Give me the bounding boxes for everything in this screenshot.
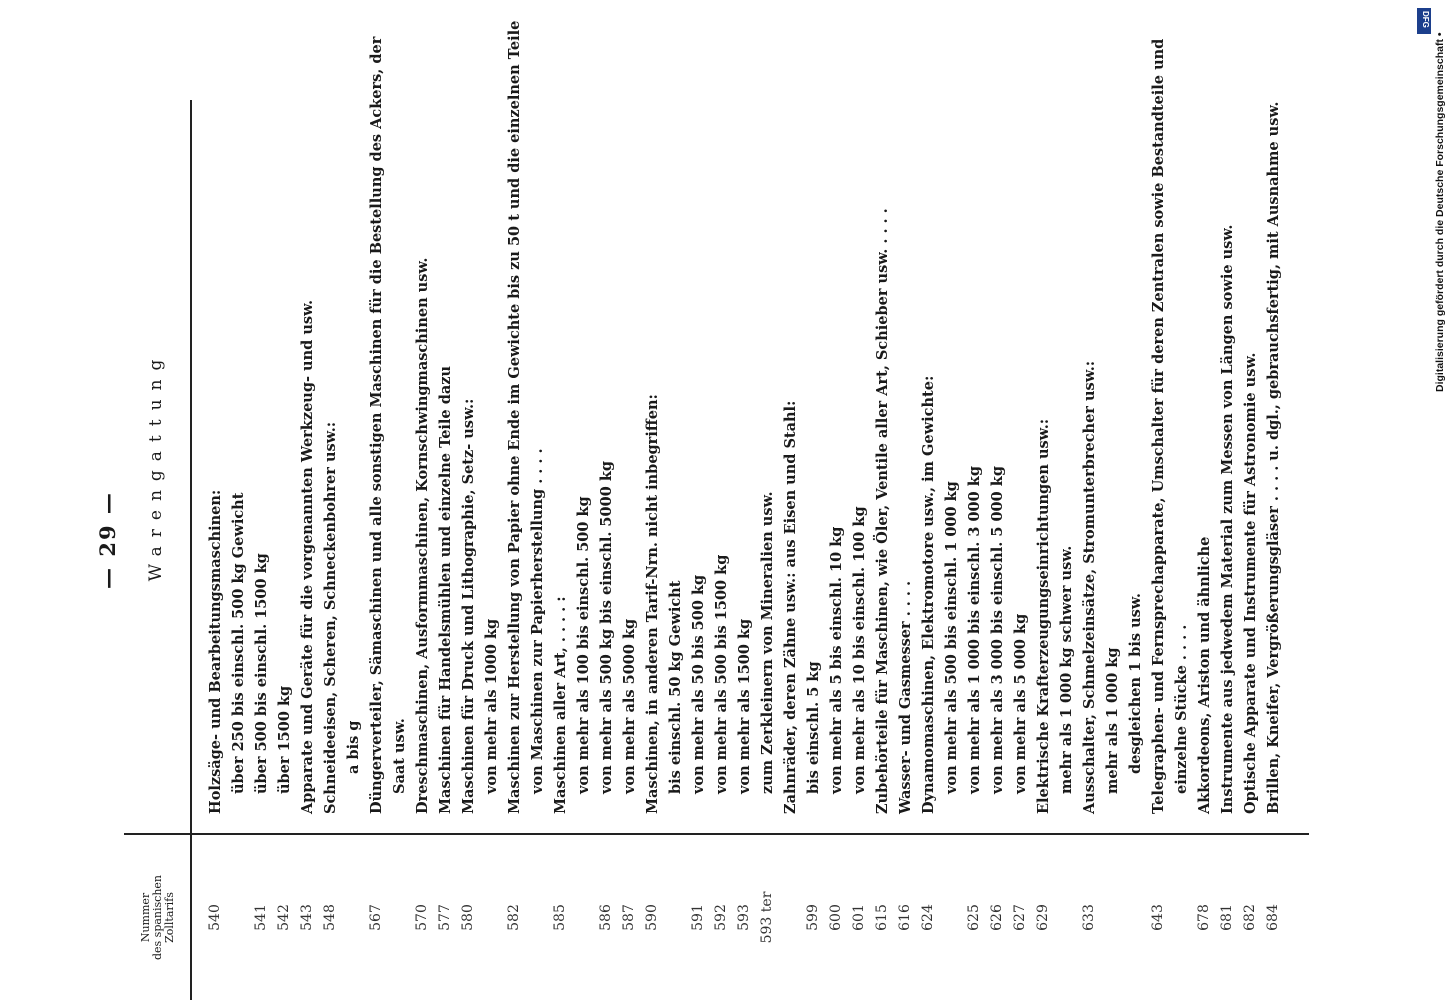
goods-description: Zubehörteile für Maschinen, wie Öler, Ventile aller Art, Schieber usw. . . . . bbox=[874, 208, 891, 814]
rotated-page bbox=[95, 20, 1340, 1000]
column-header-goods: Warengattung bbox=[146, 350, 166, 582]
goods-description: Maschinen für Druck und Lithographie, Setz- usw.: bbox=[460, 398, 477, 814]
tariff-number: 599 bbox=[805, 904, 821, 931]
table-row bbox=[848, 100, 871, 1000]
table-row bbox=[595, 100, 618, 1000]
goods-description: Telegraphen- und Fernsprechapparate, Umschalter für deren Zentralen sowie Bestandteile und bbox=[1150, 38, 1167, 814]
goods-description: von Maschinen zur Papierherstellung . . . . bbox=[529, 448, 546, 794]
tariff-number: 593 bbox=[736, 904, 752, 931]
table-row bbox=[733, 100, 756, 1000]
table-row bbox=[526, 100, 549, 1000]
goods-description: über 250 bis einschl. 500 kg Gewicht bbox=[230, 492, 247, 794]
goods-description: Zahnräder, deren Zähne usw.: aus Eisen und Stahl: bbox=[782, 400, 799, 814]
tariff-number: 587 bbox=[621, 904, 637, 931]
table-row bbox=[342, 100, 365, 1000]
table-row bbox=[388, 100, 411, 1000]
table-row bbox=[250, 100, 273, 1000]
goods-description: über 500 bis einschl. 1500 kg bbox=[253, 553, 270, 794]
table-row bbox=[1193, 100, 1216, 1000]
goods-description: von mehr als 500 bis einschl. 1 000 kg bbox=[943, 481, 960, 794]
goods-description: einzelne Stücke . . . . bbox=[1173, 624, 1190, 794]
table-row bbox=[1009, 100, 1032, 1000]
goods-description: zum Zerkleinern von Mineralien usw. bbox=[759, 491, 776, 794]
tariff-number: 591 bbox=[690, 904, 706, 931]
goods-description: von mehr als 1500 kg bbox=[736, 618, 753, 794]
table-row bbox=[1078, 100, 1101, 1000]
dfg-logo bbox=[1417, 8, 1431, 34]
table-row bbox=[894, 100, 917, 1000]
table-row bbox=[756, 100, 779, 1000]
table-row bbox=[1239, 100, 1262, 1000]
goods-description: Dynamomaschinen, Elektromotore usw., im Gewichte: bbox=[920, 375, 937, 814]
goods-description: Ausschalter, Schmelzeinsätze, Stromunterbrecher usw.: bbox=[1081, 360, 1098, 814]
goods-description: Wasser- und Gasmesser . . . . bbox=[897, 580, 914, 814]
table-row bbox=[687, 100, 710, 1000]
tariff-number: 593 ter bbox=[759, 891, 775, 944]
table-row bbox=[1170, 100, 1193, 1000]
goods-description: a bis g bbox=[345, 720, 362, 774]
tariff-table bbox=[204, 20, 1285, 1000]
table-row bbox=[411, 100, 434, 1000]
tariff-number: 600 bbox=[828, 904, 844, 931]
dfg-logo-text: DFG bbox=[1421, 11, 1430, 28]
credit-text: Digitalisierung gefördert durch die Deutsche Forschungsgemeinschaft • bbox=[1434, 32, 1446, 392]
table-row bbox=[779, 100, 802, 1000]
tariff-number: 577 bbox=[437, 904, 453, 931]
table-row bbox=[549, 100, 572, 1000]
goods-description: Schneideeisen, Scheren, Schneckenbohrer usw.: bbox=[322, 421, 339, 814]
goods-description: von mehr als 500 bis 1500 kg bbox=[713, 554, 730, 794]
tariff-number: 615 bbox=[874, 904, 890, 931]
tariff-number: 601 bbox=[851, 904, 867, 931]
table-row bbox=[825, 100, 848, 1000]
goods-description: über 1500 kg bbox=[276, 685, 293, 794]
tariff-number: 684 bbox=[1265, 904, 1281, 931]
digitization-credit bbox=[1412, 0, 1446, 1000]
goods-description: mehr als 1 000 kg schwer usw. bbox=[1058, 545, 1075, 794]
table-row bbox=[871, 100, 894, 1000]
tariff-number: 582 bbox=[506, 904, 522, 931]
goods-description: von mehr als 5000 kg bbox=[621, 618, 638, 794]
table-row bbox=[434, 100, 457, 1000]
column-header-number: Nummer des spanischen Zolltarifs bbox=[139, 874, 176, 961]
goods-description: von mehr als 3 000 bis einschl. 5 000 kg bbox=[989, 466, 1006, 794]
tariff-number: 678 bbox=[1196, 904, 1212, 931]
tariff-number: 580 bbox=[460, 904, 476, 931]
tariff-number: 682 bbox=[1242, 904, 1258, 931]
table-row bbox=[296, 100, 319, 1000]
tariff-number: 590 bbox=[644, 904, 660, 931]
goods-description: Elektrische Krafterzeugungseinrichtungen usw.: bbox=[1035, 418, 1052, 814]
goods-description: Akkordeons, Ariston und ähnliche bbox=[1196, 536, 1213, 814]
table-row bbox=[572, 100, 595, 1000]
tariff-number: 626 bbox=[989, 904, 1005, 931]
table-row bbox=[503, 20, 526, 1000]
goods-description: von mehr als 50 bis 500 kg bbox=[690, 574, 707, 794]
goods-description: Maschinen zur Herstellung von Papier ohne Ende im Gewichte bis zu 50 t und die einzelnen Teile bbox=[506, 20, 523, 814]
table-row bbox=[618, 100, 641, 1000]
table-row bbox=[940, 100, 963, 1000]
tariff-number: 633 bbox=[1081, 904, 1097, 931]
table-row bbox=[1216, 100, 1239, 1000]
goods-description: desgleichen 1 bis usw. bbox=[1127, 593, 1144, 774]
table-row bbox=[664, 100, 687, 1000]
goods-description: Maschinen aller Art, . . . . : bbox=[552, 596, 569, 814]
goods-description: Maschinen für Handelsmühlen und einzelne Teile dazu bbox=[437, 365, 454, 814]
table-row bbox=[1124, 100, 1147, 1000]
goods-description: Apparate und Geräte für die vorgenannten Werkzeug- und usw. bbox=[299, 299, 316, 814]
table-row bbox=[273, 100, 296, 1000]
table-row bbox=[1032, 100, 1055, 1000]
table-row bbox=[319, 100, 342, 1000]
table-row bbox=[641, 100, 664, 1000]
table-row bbox=[802, 100, 825, 1000]
table-row bbox=[1101, 100, 1124, 1000]
tariff-number: 548 bbox=[322, 904, 338, 931]
goods-description: von mehr als 10 bis einschl. 100 kg bbox=[851, 506, 868, 794]
goods-description: von mehr als 1 000 bis einschl. 3 000 kg bbox=[966, 466, 983, 794]
goods-description: Instrumente aus jedwedem Material zum Messen von Längen sowie usw. bbox=[1219, 224, 1236, 814]
tariff-number: 542 bbox=[276, 904, 292, 931]
tariff-number: 543 bbox=[299, 904, 315, 931]
table-row bbox=[204, 100, 227, 1000]
goods-description: Dreschmaschinen, Ausformmaschinen, Kornschwingmaschinen usw. bbox=[414, 257, 431, 814]
goods-description: Maschinen, in anderen Tarif-Nrn. nicht inbegriffen: bbox=[644, 394, 661, 814]
table-row bbox=[480, 100, 503, 1000]
table-row bbox=[227, 100, 250, 1000]
tariff-number: 629 bbox=[1035, 904, 1051, 931]
goods-description: bis einschl. 50 kg Gewicht bbox=[667, 580, 684, 794]
goods-description: Düngerverteiler, Sämaschinen und alle sonstigen Maschinen für die Bestellung des Ackers, der bbox=[368, 36, 385, 814]
tariff-number: 625 bbox=[966, 904, 982, 931]
tariff-number: 627 bbox=[1012, 904, 1028, 931]
goods-description: von mehr als 500 kg bis einschl. 5000 kg bbox=[598, 460, 615, 794]
goods-description: von mehr als 100 bis einschl. 500 kg bbox=[575, 496, 592, 794]
tariff-number: 585 bbox=[552, 904, 568, 931]
table-row bbox=[365, 36, 388, 1000]
tariff-number: 616 bbox=[897, 904, 913, 931]
goods-description: Optische Apparate und Instrumente für Astronomie usw. bbox=[1242, 352, 1259, 814]
tariff-number: 624 bbox=[920, 904, 936, 931]
tariff-number: 541 bbox=[253, 904, 269, 931]
tariff-number: 592 bbox=[713, 904, 729, 931]
goods-description: mehr als 1 000 kg bbox=[1104, 647, 1121, 794]
table-row bbox=[986, 100, 1009, 1000]
tariff-number: 681 bbox=[1219, 904, 1235, 931]
table-row bbox=[917, 100, 940, 1000]
goods-description: Holzsäge- und Bearbeitungsmaschinen: bbox=[207, 489, 224, 814]
page-number: — 29 — bbox=[95, 491, 120, 589]
goods-description: Brillen, Kneifer, Vergrößerungsgläser . . . . u. dgl., gebrauchsfertig, mit Ausnahme usw. bbox=[1265, 101, 1282, 814]
goods-description: von mehr als 1000 kg bbox=[483, 618, 500, 794]
table-row bbox=[1262, 100, 1285, 1000]
goods-description: bis einschl. 5 kg bbox=[805, 661, 822, 794]
table-row bbox=[963, 100, 986, 1000]
table-row bbox=[457, 100, 480, 1000]
tariff-number: 643 bbox=[1150, 904, 1166, 931]
tariff-number: 586 bbox=[598, 904, 614, 931]
table-row bbox=[1055, 100, 1078, 1000]
header-rule bbox=[190, 100, 192, 1000]
goods-description: von mehr als 5 000 kg bbox=[1012, 613, 1029, 794]
tariff-number: 570 bbox=[414, 904, 430, 931]
goods-description: von mehr als 5 bis einschl. 10 kg bbox=[828, 526, 845, 794]
tariff-number: 567 bbox=[368, 904, 384, 931]
tariff-number: 540 bbox=[207, 904, 223, 931]
table-row bbox=[710, 100, 733, 1000]
table-row bbox=[1147, 38, 1170, 1000]
goods-description: Saat usw. bbox=[391, 718, 408, 794]
